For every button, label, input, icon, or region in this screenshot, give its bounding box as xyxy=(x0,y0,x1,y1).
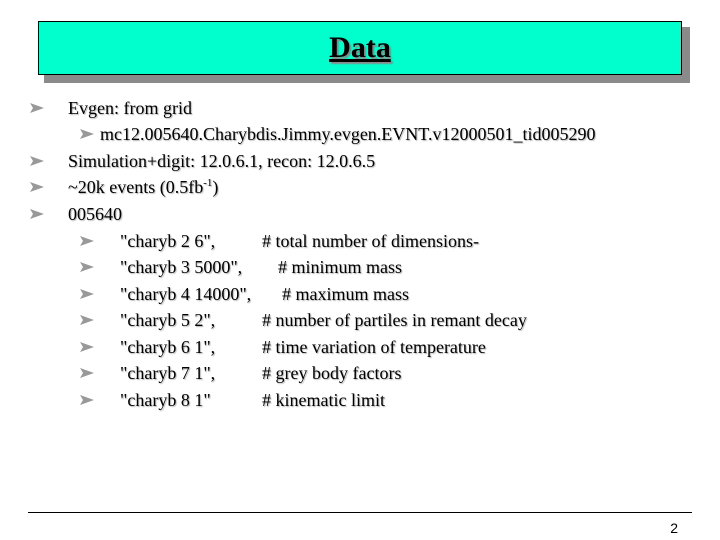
param-key: "charyb 2 6", xyxy=(120,231,216,251)
arrow-bullet-icon xyxy=(80,315,94,325)
page-number: 2 xyxy=(670,520,678,536)
bullet-run-number: 005640 xyxy=(68,204,122,224)
events-close: ) xyxy=(212,177,219,197)
param-key: "charyb 4 14000", xyxy=(120,284,252,304)
arrow-bullet-icon xyxy=(80,129,94,139)
param-comment: # kinematic limit xyxy=(262,390,385,410)
arrow-bullet-icon xyxy=(30,182,44,192)
footer-divider xyxy=(28,512,692,513)
events-exponent: -1 xyxy=(203,177,213,189)
param-comment: # maximum mass xyxy=(282,284,409,304)
arrow-bullet-icon xyxy=(30,209,44,219)
param-comment: # minimum mass xyxy=(278,257,403,277)
param-key: "charyb 3 5000", xyxy=(120,257,243,277)
events-text: ~20k events (0.5fb xyxy=(68,177,204,197)
arrow-bullet-icon xyxy=(80,395,94,405)
arrow-bullet-icon xyxy=(80,289,94,299)
page-title: Data xyxy=(329,31,391,64)
title-box xyxy=(38,21,682,75)
param-key: "charyb 5 2", xyxy=(120,310,216,330)
arrow-bullet-icon xyxy=(80,342,94,352)
arrow-bullet-icon xyxy=(80,368,94,378)
bullet-evgen: Evgen: from grid xyxy=(68,98,192,118)
arrow-bullet-icon xyxy=(80,236,94,246)
param-comment: # total number of dimensions- xyxy=(262,231,479,251)
arrow-bullet-icon xyxy=(30,156,44,166)
bullet-simulation: Simulation+digit: 12.0.6.1, recon: 12.0.6.5 xyxy=(68,151,376,171)
arrow-bullet-icon xyxy=(30,103,44,113)
param-key: "charyb 6 1", xyxy=(120,337,216,357)
param-comment: # time variation of temperature xyxy=(262,337,486,357)
param-key: "charyb 7 1", xyxy=(120,363,216,383)
param-comment: # number of partiles in remant decay xyxy=(262,310,527,330)
bullet-dataset: mc12.005640.Charybdis.Jimmy.evgen.EVNT.v12000501_tid005290 xyxy=(100,124,596,144)
param-key: "charyb 8 1" xyxy=(120,390,211,410)
bullet-events xyxy=(68,176,218,198)
param-comment: # grey body factors xyxy=(262,363,402,383)
arrow-bullet-icon xyxy=(80,262,94,272)
